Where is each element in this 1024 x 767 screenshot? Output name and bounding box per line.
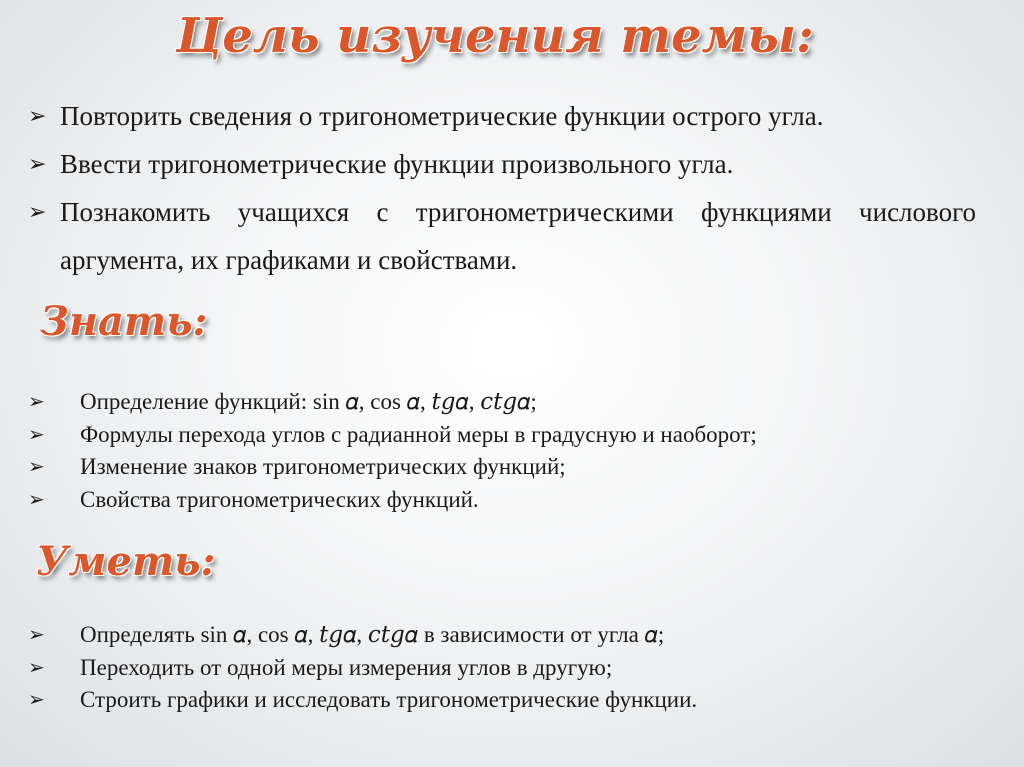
list-item xyxy=(28,92,976,140)
know-list xyxy=(28,386,988,516)
know-item-text: Свойства тригонометрических функций. xyxy=(80,486,479,512)
list-item xyxy=(28,419,988,452)
list-item xyxy=(28,619,988,652)
list-item xyxy=(28,386,988,419)
know-heading: Знать: xyxy=(40,298,208,345)
list-item xyxy=(28,140,976,188)
goal-text: Повторить сведения о тригонометрические функции острого угла. xyxy=(60,101,824,131)
arrow-bullet-icon: ➢ xyxy=(28,423,45,446)
arrow-bullet-icon: ➢ xyxy=(28,488,45,511)
can-item-text: Определять sin 𝛼, cos 𝛼, 𝑡𝑔𝛼, 𝑐𝑡𝑔𝛼 в зависимости от угла 𝛼; xyxy=(80,622,665,647)
arrow-bullet-icon: ➢ xyxy=(28,391,45,413)
can-heading: Уметь: xyxy=(36,538,216,585)
list-item xyxy=(28,484,988,517)
list-item xyxy=(28,188,976,284)
know-item-text: Формулы перехода углов с радианной меры в градусную и наоборот; xyxy=(80,421,757,447)
arrow-bullet-icon: ➢ xyxy=(28,656,45,679)
can-item-text: Строить графики и исследовать тригонометрические функции. xyxy=(80,687,698,712)
arrow-bullet-icon: ➢ xyxy=(28,624,45,646)
can-item-text: Переходить от одной меры измерения углов в другую; xyxy=(80,654,613,680)
goals-list xyxy=(28,92,976,284)
goal-text: Познакомить учащихся с тригонометрическими функциями числового аргумента, их графиками и свойствами. xyxy=(60,197,976,275)
arrow-bullet-icon: ➢ xyxy=(28,103,47,128)
main-heading: Цель изучения темы: xyxy=(176,8,814,64)
know-item-text: Определение функций: sin 𝛼, cos 𝛼, 𝑡𝑔𝛼, 𝑐𝑡𝑔𝛼; xyxy=(80,389,537,414)
arrow-bullet-icon: ➢ xyxy=(28,199,47,224)
can-list xyxy=(28,619,988,717)
goal-text: Ввести тригонометрические функции произвольного угла. xyxy=(60,149,734,179)
list-item xyxy=(28,451,988,484)
list-item xyxy=(28,652,988,685)
know-item-text: Изменение знаков тригонометрических функций; xyxy=(80,454,566,479)
list-item xyxy=(28,684,988,717)
arrow-bullet-icon: ➢ xyxy=(28,689,45,711)
arrow-bullet-icon: ➢ xyxy=(28,151,47,176)
arrow-bullet-icon: ➢ xyxy=(28,456,45,478)
